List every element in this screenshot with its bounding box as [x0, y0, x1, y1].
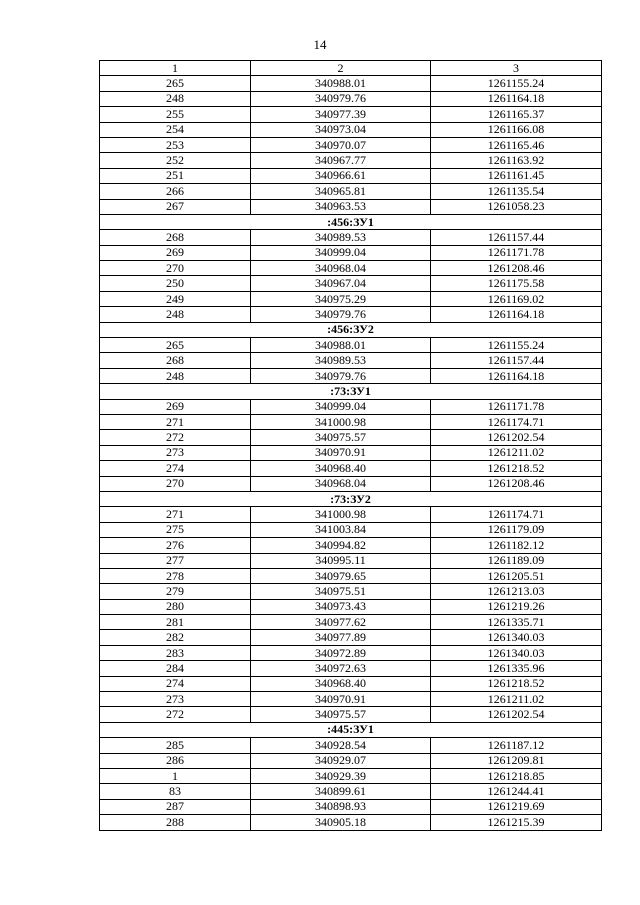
point-number-cell: 275	[100, 522, 251, 537]
y-coordinate-cell: 1261161.45	[431, 168, 602, 183]
point-number-cell: 269	[100, 399, 251, 414]
x-coordinate-cell: 340995.11	[251, 553, 431, 568]
coordinates-table	[99, 60, 602, 831]
y-coordinate-cell: 1261208.46	[431, 476, 602, 491]
point-number-cell: 251	[100, 168, 251, 183]
table-row	[100, 630, 602, 645]
y-coordinate-cell: 1261174.71	[431, 507, 602, 522]
section-row	[100, 322, 602, 337]
x-coordinate-cell: 340973.43	[251, 599, 431, 614]
x-coordinate-cell: 340965.81	[251, 184, 431, 199]
y-coordinate-cell: 1261215.39	[431, 815, 602, 830]
table-row	[100, 338, 602, 353]
y-coordinate-cell: 1261340.03	[431, 630, 602, 645]
point-number-cell: 271	[100, 507, 251, 522]
table-row	[100, 784, 602, 799]
y-coordinate-cell: 1261211.02	[431, 692, 602, 707]
point-number-cell: 284	[100, 661, 251, 676]
x-coordinate-cell: 340905.18	[251, 815, 431, 830]
point-number-cell: 280	[100, 599, 251, 614]
x-coordinate-cell: 341000.98	[251, 507, 431, 522]
table-row	[100, 353, 602, 368]
y-coordinate-cell: 1261209.81	[431, 753, 602, 768]
x-coordinate-cell: 340968.40	[251, 461, 431, 476]
table-row	[100, 476, 602, 491]
section-row	[100, 384, 602, 399]
y-coordinate-cell: 1261155.24	[431, 76, 602, 91]
point-number-cell: 287	[100, 799, 251, 814]
y-coordinate-cell: 1261157.44	[431, 353, 602, 368]
point-number-cell: 83	[100, 784, 251, 799]
y-coordinate-cell: 1261340.03	[431, 645, 602, 660]
y-coordinate-cell: 1261187.12	[431, 738, 602, 753]
point-number-cell: 288	[100, 815, 251, 830]
header-cell-y: 3	[431, 61, 602, 76]
table-row	[100, 230, 602, 245]
coordinates-table-body	[100, 61, 602, 831]
x-coordinate-cell: 340929.39	[251, 768, 431, 783]
point-number-cell: 269	[100, 245, 251, 260]
y-coordinate-cell: 1261174.71	[431, 414, 602, 429]
table-row	[100, 584, 602, 599]
x-coordinate-cell: 340967.77	[251, 153, 431, 168]
table-row	[100, 153, 602, 168]
table-row	[100, 707, 602, 722]
point-number-cell: 278	[100, 568, 251, 583]
y-coordinate-cell: 1261163.92	[431, 153, 602, 168]
point-number-cell: 255	[100, 107, 251, 122]
table-row	[100, 168, 602, 183]
table-row	[100, 615, 602, 630]
x-coordinate-cell: 341000.98	[251, 414, 431, 429]
x-coordinate-cell: 340972.89	[251, 645, 431, 660]
y-coordinate-cell: 1261244.41	[431, 784, 602, 799]
header-row	[100, 61, 602, 76]
table-row	[100, 261, 602, 276]
y-coordinate-cell: 1261166.08	[431, 122, 602, 137]
point-number-cell: 286	[100, 753, 251, 768]
point-number-cell: 281	[100, 615, 251, 630]
point-number-cell: 273	[100, 445, 251, 460]
x-coordinate-cell: 340989.53	[251, 230, 431, 245]
section-title: :445:ЗУ1	[100, 722, 602, 737]
x-coordinate-cell: 340963.53	[251, 199, 431, 214]
table-row	[100, 445, 602, 460]
point-number-cell: 253	[100, 137, 251, 152]
y-coordinate-cell: 1261335.96	[431, 661, 602, 676]
x-coordinate-cell: 340898.93	[251, 799, 431, 814]
point-number-cell: 279	[100, 584, 251, 599]
point-number-cell: 274	[100, 461, 251, 476]
point-number-cell: 270	[100, 261, 251, 276]
table-row	[100, 107, 602, 122]
y-coordinate-cell: 1261211.02	[431, 445, 602, 460]
x-coordinate-cell: 340977.89	[251, 630, 431, 645]
x-coordinate-cell: 340979.65	[251, 568, 431, 583]
x-coordinate-cell: 340979.76	[251, 368, 431, 383]
y-coordinate-cell: 1261164.18	[431, 368, 602, 383]
x-coordinate-cell: 340970.91	[251, 692, 431, 707]
section-row	[100, 491, 602, 506]
point-number-cell: 250	[100, 276, 251, 291]
table-row	[100, 137, 602, 152]
point-number-cell: 265	[100, 76, 251, 91]
point-number-cell: 272	[100, 430, 251, 445]
x-coordinate-cell: 340999.04	[251, 245, 431, 260]
table-row	[100, 276, 602, 291]
table-row	[100, 538, 602, 553]
point-number-cell: 272	[100, 707, 251, 722]
section-title: :73:ЗУ2	[100, 491, 602, 506]
point-number-cell: 248	[100, 91, 251, 106]
x-coordinate-cell: 340977.62	[251, 615, 431, 630]
table-row	[100, 522, 602, 537]
table-row	[100, 307, 602, 322]
y-coordinate-cell: 1261213.03	[431, 584, 602, 599]
x-coordinate-cell: 340972.63	[251, 661, 431, 676]
point-number-cell: 254	[100, 122, 251, 137]
x-coordinate-cell: 340968.40	[251, 676, 431, 691]
table-row	[100, 199, 602, 214]
point-number-cell: 268	[100, 353, 251, 368]
point-number-cell: 271	[100, 414, 251, 429]
table-row	[100, 461, 602, 476]
x-coordinate-cell: 340979.76	[251, 91, 431, 106]
point-number-cell: 273	[100, 692, 251, 707]
x-coordinate-cell: 340975.57	[251, 430, 431, 445]
table-row	[100, 799, 602, 814]
y-coordinate-cell: 1261189.09	[431, 553, 602, 568]
table-row	[100, 553, 602, 568]
y-coordinate-cell: 1261058.23	[431, 199, 602, 214]
x-coordinate-cell: 340988.01	[251, 76, 431, 91]
y-coordinate-cell: 1261202.54	[431, 430, 602, 445]
x-coordinate-cell: 340988.01	[251, 338, 431, 353]
point-number-cell: 265	[100, 338, 251, 353]
table-row	[100, 245, 602, 260]
x-coordinate-cell: 340999.04	[251, 399, 431, 414]
x-coordinate-cell: 340989.53	[251, 353, 431, 368]
table-row	[100, 399, 602, 414]
y-coordinate-cell: 1261182.12	[431, 538, 602, 553]
y-coordinate-cell: 1261165.46	[431, 137, 602, 152]
y-coordinate-cell: 1261208.46	[431, 261, 602, 276]
table-row	[100, 599, 602, 614]
x-coordinate-cell: 340970.91	[251, 445, 431, 460]
table-row	[100, 692, 602, 707]
table-row	[100, 568, 602, 583]
point-number-cell: 270	[100, 476, 251, 491]
point-number-cell: 1	[100, 768, 251, 783]
table-row	[100, 738, 602, 753]
table-row	[100, 507, 602, 522]
y-coordinate-cell: 1261218.85	[431, 768, 602, 783]
section-row	[100, 722, 602, 737]
table-row	[100, 661, 602, 676]
table-row	[100, 184, 602, 199]
point-number-cell: 283	[100, 645, 251, 660]
y-coordinate-cell: 1261202.54	[431, 707, 602, 722]
y-coordinate-cell: 1261157.44	[431, 230, 602, 245]
point-number-cell: 274	[100, 676, 251, 691]
y-coordinate-cell: 1261218.52	[431, 676, 602, 691]
y-coordinate-cell: 1261179.09	[431, 522, 602, 537]
x-coordinate-cell: 340966.61	[251, 168, 431, 183]
x-coordinate-cell: 340975.57	[251, 707, 431, 722]
x-coordinate-cell: 340979.76	[251, 307, 431, 322]
x-coordinate-cell: 340975.51	[251, 584, 431, 599]
table-row	[100, 76, 602, 91]
x-coordinate-cell: 340968.04	[251, 476, 431, 491]
x-coordinate-cell: 340899.61	[251, 784, 431, 799]
x-coordinate-cell: 340975.29	[251, 291, 431, 306]
header-cell-point: 1	[100, 61, 251, 76]
x-coordinate-cell: 340970.07	[251, 137, 431, 152]
x-coordinate-cell: 340968.04	[251, 261, 431, 276]
table-row	[100, 122, 602, 137]
x-coordinate-cell: 340928.54	[251, 738, 431, 753]
y-coordinate-cell: 1261169.02	[431, 291, 602, 306]
table-row	[100, 815, 602, 830]
point-number-cell: 267	[100, 199, 251, 214]
table-row	[100, 368, 602, 383]
table-row	[100, 291, 602, 306]
section-row	[100, 214, 602, 229]
point-number-cell: 248	[100, 307, 251, 322]
point-number-cell: 266	[100, 184, 251, 199]
point-number-cell: 276	[100, 538, 251, 553]
section-title: :456:ЗУ1	[100, 214, 602, 229]
y-coordinate-cell: 1261335.71	[431, 615, 602, 630]
page-number: 14	[313, 37, 327, 52]
y-coordinate-cell: 1261219.69	[431, 799, 602, 814]
y-coordinate-cell: 1261205.51	[431, 568, 602, 583]
y-coordinate-cell: 1261155.24	[431, 338, 602, 353]
x-coordinate-cell: 340967.04	[251, 276, 431, 291]
point-number-cell: 249	[100, 291, 251, 306]
x-coordinate-cell: 340977.39	[251, 107, 431, 122]
y-coordinate-cell: 1261164.18	[431, 91, 602, 106]
table-row	[100, 768, 602, 783]
table-row	[100, 753, 602, 768]
section-title: :73:ЗУ1	[100, 384, 602, 399]
x-coordinate-cell: 340994.82	[251, 538, 431, 553]
section-title: :456:ЗУ2	[100, 322, 602, 337]
x-coordinate-cell: 340973.04	[251, 122, 431, 137]
point-number-cell: 277	[100, 553, 251, 568]
y-coordinate-cell: 1261171.78	[431, 399, 602, 414]
y-coordinate-cell: 1261218.52	[431, 461, 602, 476]
table-row	[100, 645, 602, 660]
x-coordinate-cell: 340929.07	[251, 753, 431, 768]
y-coordinate-cell: 1261165.37	[431, 107, 602, 122]
header-cell-x: 2	[251, 61, 431, 76]
y-coordinate-cell: 1261219.26	[431, 599, 602, 614]
table-row	[100, 676, 602, 691]
y-coordinate-cell: 1261135.54	[431, 184, 602, 199]
point-number-cell: 268	[100, 230, 251, 245]
table-row	[100, 430, 602, 445]
y-coordinate-cell: 1261175.58	[431, 276, 602, 291]
point-number-cell: 282	[100, 630, 251, 645]
y-coordinate-cell: 1261164.18	[431, 307, 602, 322]
point-number-cell: 248	[100, 368, 251, 383]
table-row	[100, 91, 602, 106]
point-number-cell: 285	[100, 738, 251, 753]
table-row	[100, 414, 602, 429]
point-number-cell: 252	[100, 153, 251, 168]
x-coordinate-cell: 341003.84	[251, 522, 431, 537]
y-coordinate-cell: 1261171.78	[431, 245, 602, 260]
